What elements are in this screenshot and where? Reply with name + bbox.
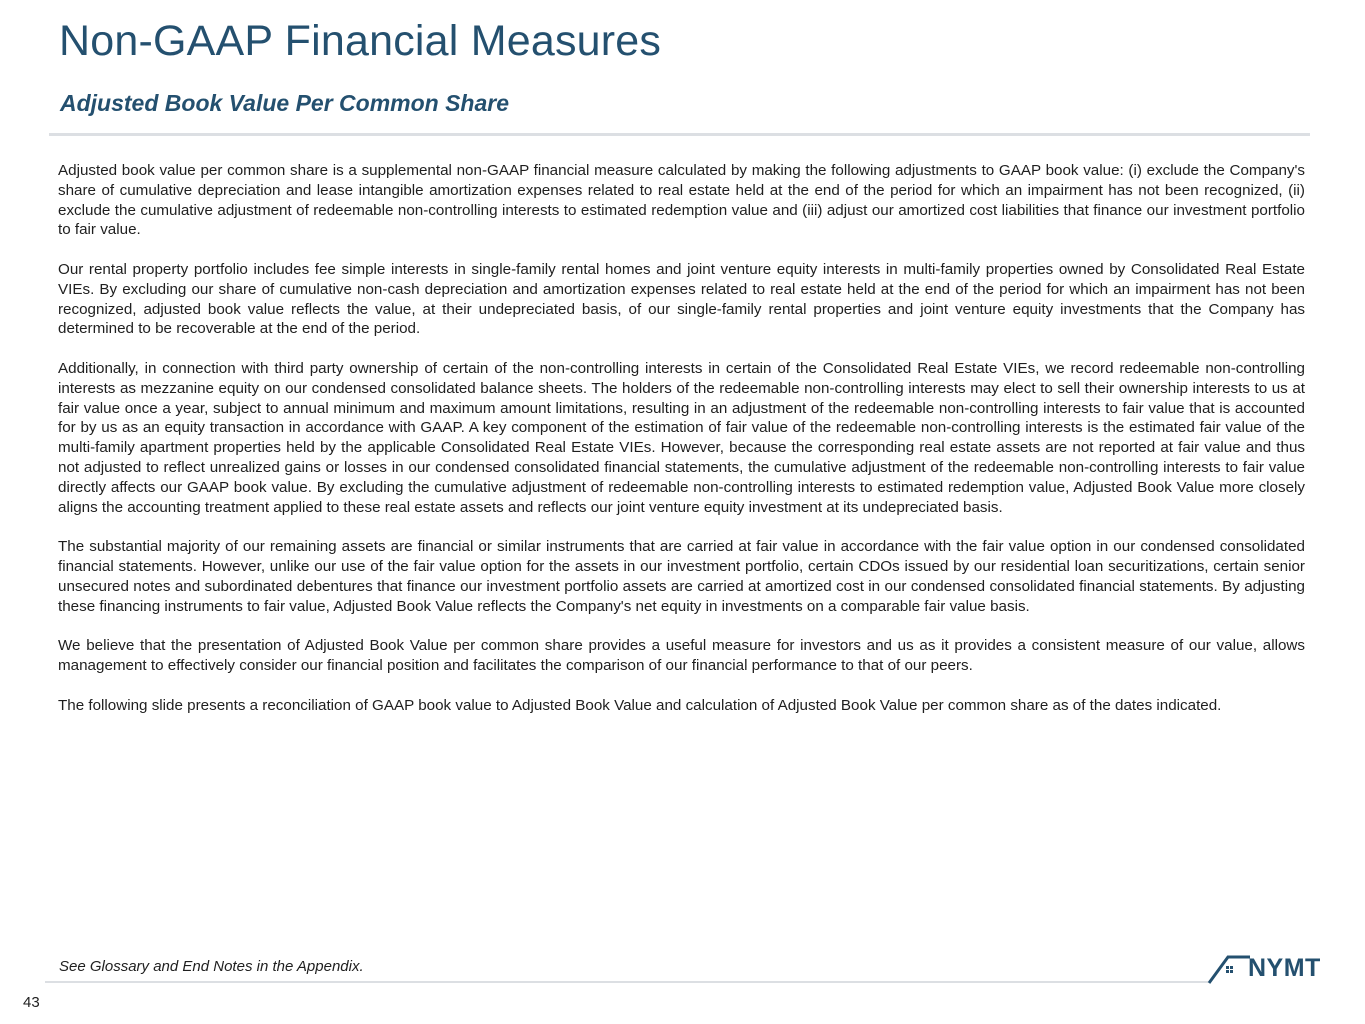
footer-divider bbox=[45, 981, 1208, 983]
paragraph-usefulness: We believe that the presentation of Adjusted Book Value per common share provides a useful measure for investors and us as it provides a consistent measure of our value, allows management to effectively consider our financial position and facilitates the comparison of our financial performance to that of our peers. bbox=[58, 637, 1305, 674]
footnote: See Glossary and End Notes in the Appendix. bbox=[59, 958, 364, 975]
paragraph-rental-portfolio: Our rental property portfolio includes fee simple interests in single-family rental homes and joint venture equity interests in multi-family properties owned by Consolidated Real Estate VIEs. By excluding our share of cumulative non-cash depreciation and amortization expenses related to real estate held at the end of the period for which an impairment has not been recognized, adjusted book value reflects the value, at their undepreciated basis, of our single-family rental properties and joint venture equity investments that the Company has determined to be recoverable at the end of the period. bbox=[58, 260, 1305, 338]
company-logo bbox=[1206, 953, 1346, 987]
page-title: Non-GAAP Financial Measures bbox=[59, 17, 662, 65]
page-subtitle: Adjusted Book Value Per Common Share bbox=[60, 90, 510, 116]
paragraph-non-controlling-interests: Additionally, in connection with third party ownership of certain of the non-controlling interests in certain of the Consolidated Real Estate VIEs, we record redeemable non-controlling interests as mezzanine equity on our condensed consolidated balance sheets. The holders of the redeemable non-controlling interests may elect to sell their ownership interests to us at fair value once a year, subject to annual minimum and maximum amount limitations, resulting in an adjustment of the redeemable non-controlling interests to fair value that is accounted for by us as an equity transaction in accordance with GAAP. A key component of the estimation of fair value of the redeemable non-controlling interests is the estimated fair value of the multi-family apartment properties held by the applicable Consolidated Real Estate VIEs. However, because the corresponding real estate assets are not reported at fair value and thus not adjusted to reflect unrealized gains or losses in our condensed consolidated financial statements, the cumulative adjustment of the redeemable non-controlling interests to fair value directly affects our GAAP book value. By excluding the cumulative adjustment of redeemable non-controlling interests to estimated redemption value, Adjusted Book Value more closely aligns the accounting treatment applied to these real estate assets and reflects our joint venture equity investment at its undepreciated basis. bbox=[58, 359, 1305, 516]
paragraph-definition: Adjusted book value per common share is a supplemental non-GAAP financial measure calculated by making the following adjustments to GAAP book value: (i) exclude the Company's share of cumulative depreciation and lease intangible amortization expenses related to real estate held at the end of the period for which an impairment has not been recognized, (ii) exclude the cumulative adjustment of redeemable non-controlling interests to estimated redemption value and (iii) adjust our amortized cost liabilities that finance our investment portfolio to fair value. bbox=[58, 162, 1305, 239]
logo-wordmark: NYMT bbox=[1248, 954, 1321, 982]
paragraph-reconciliation: The following slide presents a reconciliation of GAAP book value to Adjusted Book Value and calculation of Adjusted Book Value per common share as of the dates indicated. bbox=[58, 696, 1222, 714]
paragraph-financial-instruments: The substantial majority of our remaining assets are financial or similar instruments that are carried at fair value in accordance with the fair value option in our condensed consolidated financial statements. However, unlike our use of the fair value option for the assets in our investment portfolio, certain CDOs issued by our residential loan securitizations, certain senior unsecured notes and subordinated debentures that finance our investment portfolio assets are carried at amortized cost in our condensed consolidated financial statements. By adjusting these financing instruments to fair value, Adjusted Book Value reflects the Company's net equity in investments on a comparable fair value basis. bbox=[58, 538, 1305, 615]
page-number: 43 bbox=[23, 994, 40, 1011]
body-text bbox=[58, 161, 1305, 735]
house-roof-icon bbox=[1206, 953, 1250, 987]
header-divider bbox=[49, 133, 1310, 136]
